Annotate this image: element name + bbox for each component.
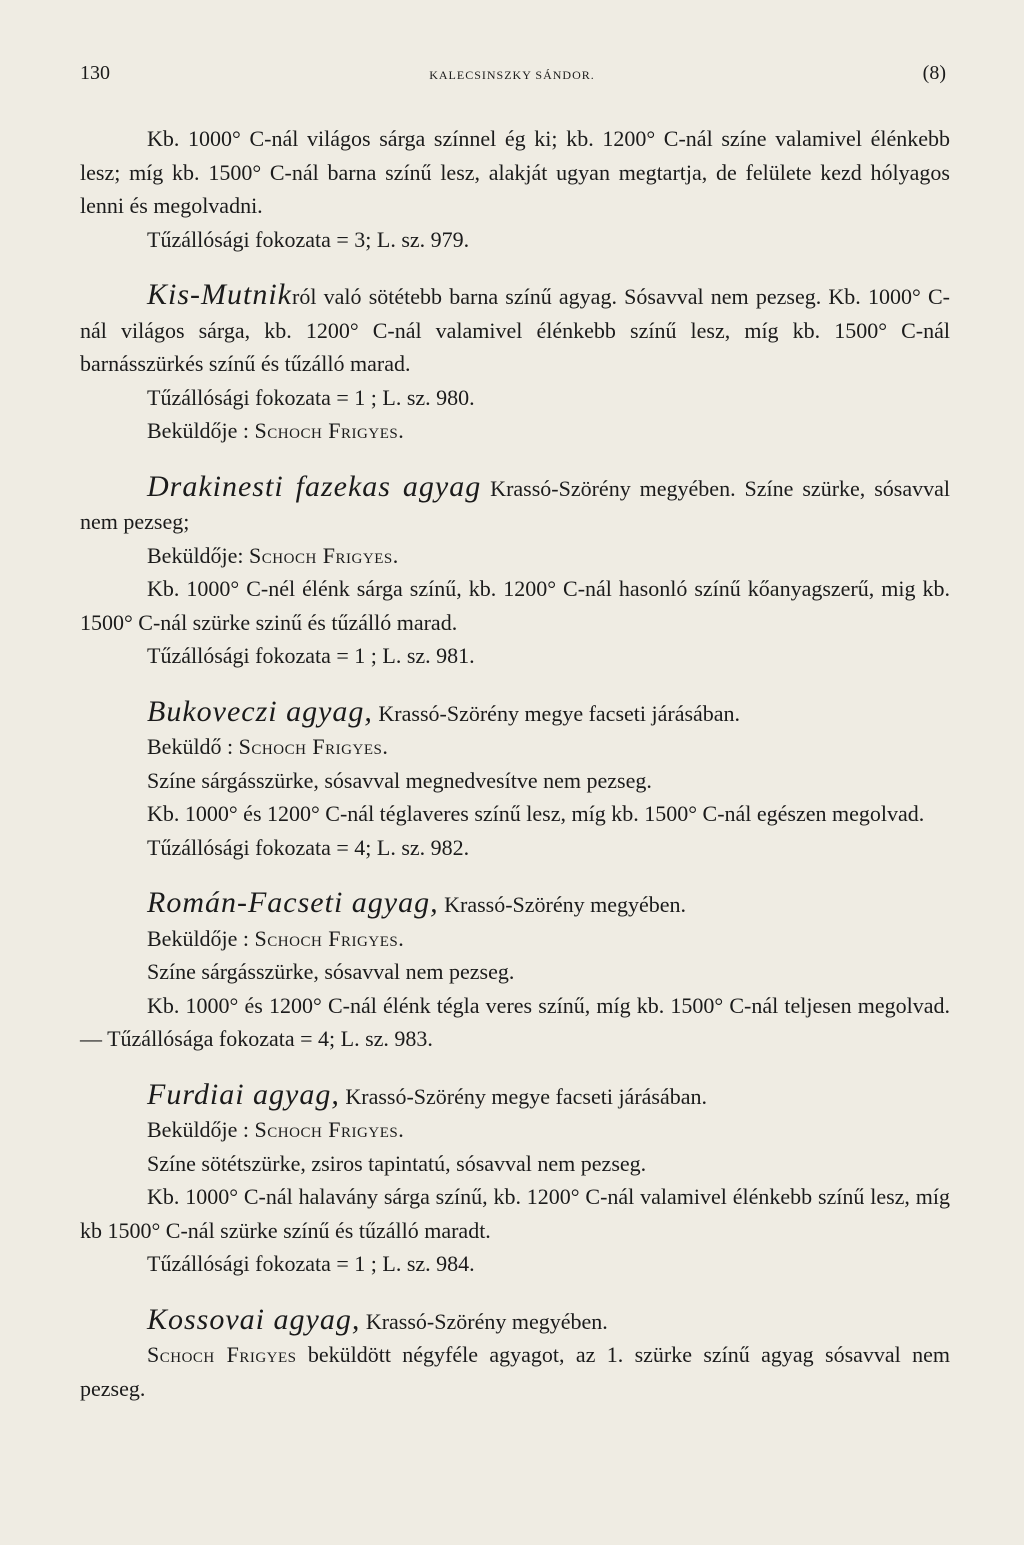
entry-text: Krassó-Szörény megye facseti járásában.: [372, 700, 741, 726]
page-body: [80, 122, 950, 1405]
entry-text: Krassó-Szörény megyében.: [438, 892, 687, 917]
entry-title: Kossovai agyag,: [147, 1302, 361, 1336]
section-number: (8): [922, 62, 946, 84]
sender-label: Beküldője:: [147, 542, 250, 568]
sender-name: Schoch Frigyes.: [249, 542, 399, 568]
entry-title: Kis-Mutnik: [147, 278, 292, 311]
entry-paragraph: [80, 278, 950, 381]
paragraph: Tűzállósági fokozata = 4; L. sz. 982.: [147, 834, 470, 860]
sender-label: Beküldője :: [147, 1117, 255, 1142]
sender-line: [80, 730, 950, 764]
entry-paragraph: [80, 470, 950, 539]
sender-name: Schoch Frigyes.: [254, 1117, 405, 1142]
entry-text: Krassó-Szörény megye facseti járásában.: [339, 1083, 707, 1109]
entry-title: Drakinesti fazekas agyag: [147, 469, 482, 503]
sender-label: Beküldő :: [147, 734, 239, 759]
sender-label: Beküldője :: [147, 418, 255, 443]
paragraph: Tűzállósági fokozata = 1 ; L. sz. 980.: [147, 384, 475, 410]
paragraph: Kb. 1000° C-nél élénk sárga színű, kb. 1200° C-nál hasonló színű kőanyagszerű, mig kb. 1500° C-nál szürke szinű és tűzálló marad.: [80, 576, 950, 635]
sender-name: Schoch Frigyes.: [254, 925, 405, 951]
entry-title: Román-Facseti agyag,: [147, 886, 439, 919]
paragraph: Kb. 1000° C-nál halavány sárga színű, kb. 1200° C-nál valamivel élénkebb színű lesz, míg kb 1500° C-nál szürke színű és tűzálló maradt.: [80, 1184, 950, 1243]
page-number: 130: [80, 62, 110, 84]
entry-text: beküldött négyféle agyagot, az 1. szürke színű agyag sósavval nem pezseg.: [80, 1342, 950, 1401]
sender-line: [80, 414, 950, 448]
entry-title: Furdiai agyag,: [147, 1077, 340, 1111]
entry-title: Bukoveczi agyag,: [147, 694, 373, 728]
entry-text: ról való sötétebb barna színű agyag. Sósavval nem pezseg. Kb. 1000° C-nál világos sárga, kb. 1200° C-nál valamivel élénkebb színű lesz, míg kb. 1500° C-nál barnásszürkés színű és tűzálló marad.: [80, 284, 950, 376]
paragraph: Kb. 1000° és 1200° C-nál élénk tégla veres színű, míg kb. 1500° C-nál teljesen megolvad. — Tűzállósága fokozata = 4; L. sz. 983.: [80, 992, 950, 1051]
paragraph: Tűzállósági fokozata = 3; L. sz. 979.: [147, 226, 470, 252]
sender-line: [80, 922, 950, 956]
paragraph: Színe sötétszürke, zsiros tapintatú, sósavval nem pezseg.: [147, 1150, 647, 1176]
entry-text: Krassó-Szörény megyében. Színe szürke, sósavval nem pezseg;: [80, 475, 951, 534]
paragraph: [80, 1338, 950, 1405]
sender-label: Beküldője :: [147, 925, 255, 951]
sender-name: Schoch Frigyes.: [238, 734, 389, 759]
sender-name: Schoch Frigyes.: [254, 418, 405, 443]
paragraph: Tűzállósági fokozata = 1 ; L. sz. 984.: [147, 1251, 475, 1276]
running-head: KALECSINSZKY SÁNDOR.: [429, 68, 595, 82]
entry-text: Krassó-Szörény megyében.: [360, 1308, 608, 1334]
page-header: [0, 62, 1024, 92]
paragraph: Színe sárgásszürke, sósavval nem pezseg.: [147, 959, 515, 984]
entry-paragraph: [80, 695, 950, 731]
paragraph: Színe sárgásszürke, sósavval megnedvesítve nem pezseg.: [147, 767, 652, 793]
sender-line: [80, 1113, 950, 1147]
entry-paragraph: [80, 886, 950, 922]
paragraph: Kb. 1000° és 1200° C-nál téglaveres színű lesz, míg kb. 1500° C-nál egészen megolvad.: [147, 801, 925, 826]
sender-line: [80, 539, 950, 573]
paragraph: Tűzállósági fokozata = 1 ; L. sz. 981.: [147, 643, 475, 668]
paragraph: Kb. 1000° C-nál világos sárga színnel ég ki; kb. 1200° C-nál színe valamivel élénkebb lesz; míg kb. 1500° C-nál barna színű lesz, alakját ugyan megtartja, de felülete kezd hólyagos lenni és megolvadni.: [80, 126, 950, 218]
entry-paragraph: [80, 1303, 950, 1339]
entry-paragraph: [80, 1078, 950, 1114]
sender-name: Schoch Frigyes: [147, 1342, 297, 1367]
